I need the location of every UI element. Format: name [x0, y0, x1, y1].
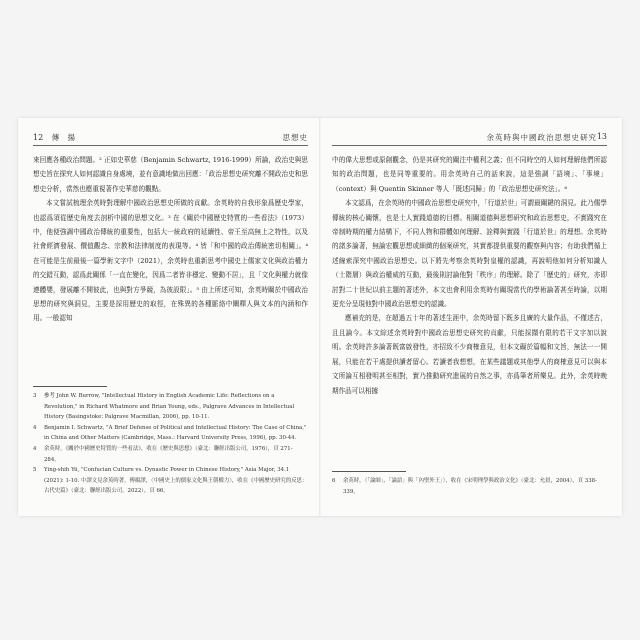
paragraph: 來回應各種政治問題。² 正如史華慈（Benjamin Schwartz, 1916-1999）所論，政治史與思想史旨在探究人如何認識自身處境，並有意識地做出回應：「政治思想史研究離不開政治史和思想史分析，當然也應重視著作史華慈的觀點。 [33, 156, 308, 193]
left-page-header [33, 132, 308, 144]
footnote [33, 391, 308, 423]
header-rule [33, 145, 308, 146]
footnote [33, 444, 308, 465]
footnote-number: 4 [33, 445, 37, 452]
footnote [33, 465, 308, 497]
book-spread [18, 118, 622, 516]
footnote-text: 余英時，〈「論師」、「論語」與「內聖外王」〉，收在《宋明理學與政治文化》（臺北：允晨，2004），頁 338-339。 [343, 478, 597, 495]
footnote-number: 5 [33, 467, 37, 474]
paragraph: 本文嘗試梳理余英時對理解中國政治思想史所做的貢獻。余英時的自我形象爲歷史學家，也認爲須從歷史角度去剖析中國的思想文化。³ 在《關於中國歷史特質的一些看法》（1973）中，他便強調中國政治傳統的重要性，包括大一統政府的延續性、帝王至高無上之特性，以及社會經濟發展、價值觀念、宗教和法律制度的表現等。⁴ 皆「和中國的政治傳統密切相關」。⁴ 在可能是生前最後一篇學術文字中（2021），余英時也重新思考中國史上儒家文化與政治權力的交錯互動，認爲此關係「一直在變化，因爲二者皆非穩定、變動不居」，且「文化與權力就像連體嬰，發展離不開彼此，也與對方爭競，為彼設限」。⁵ 由上所述可知，余英時關於中國政治思想的研究與洞見，主要是採用歷史的取徑，在殊異的各種脈絡中闡釋人與文本的內涵和作用。一般認知 [33, 199, 308, 323]
left-page-body [33, 153, 308, 326]
page-number: 12 [33, 133, 44, 142]
running-head: 余英時與中國政治思想史研究 [486, 133, 597, 142]
footnote-text: Benjamin I. Schwartz, "A Brief Defense of Political and Intellectual History: The Case of China," in China and Other Matters (Cambridge, Mass.: Harvard University Press, 1996), pp. 30-44. [44, 424, 307, 442]
right-page-body [332, 153, 607, 398]
journal-title: 傳 揚 [51, 133, 78, 142]
footnote-rule [33, 386, 107, 387]
footnote-text: 余英時，《關於中國歷史特質的一些看法》，收在《歷史與思想》（臺北：聯經出版公司，1976），頁 271-284。 [44, 445, 293, 463]
footnote [332, 476, 607, 497]
footnote-number: 4 [33, 424, 37, 431]
paragraph: 應補充的是，在超過五十年的著述生涯中，余英時留下既多且廣的大量作品，不僅述古，且且論今。本文綜述余英時對中國政治思想史研究的貢獻，只能採擷有限的若干文字加以說明。余英時許多論著既富啟發性，亦招致不少商榷意見，但本文礙於篇幅和文旨，無法一一開展，只能在若干處提供讀者留心。若讀者我想想，在某些議題或其他學人的商榷意見可以與本文所論互相發明甚至相對，實乃推動研究進展的自然之事，亦爲筆者所樂見。此外，余英時晚期作品可以相據 [332, 314, 607, 395]
paragraph: 本文認爲，在余英時的中國政治思想史研究中，「行道於世」可謂最關鍵的洞見。此乃儒學傳統的核心關懷，也是士人實踐道德的目標。相關道德與思想研究和政治思想史，不實踐究在帝制時期的權力結構下，不同人物和群體如何理解、詮釋與實踐「行道於世」的理想。余英時的諸多論著，無論宏觀思想或細緻的個案研究，其實都提供重要的觀察與內容；有助我們循上述線索深究中國政治思想史。以下將先考察余英時對皇權的認識，再說明他如何分析知識人（士階層）與政治權威的互動，最後則討論他對「秩序」的理解。除了「歷史的」研究，亦即討對二十世紀以前主題的著述外，本文也會利用余英時有關現當代的學術論著甚至時論，以期更充分呈現他對中國政治思想史的認識。 [332, 199, 607, 309]
header-rule [332, 145, 607, 146]
footnote-rule [332, 471, 406, 472]
footnote [33, 423, 308, 444]
left-page [33, 118, 308, 516]
book-gutter [319, 118, 321, 516]
footnotes [33, 391, 308, 497]
paragraph: 中的偉大思想或原創觀念，仍是其研究的關注中權利之義；但不同時空的人如何理解他們所認知的政治問題，也是同等重要的。用余英時自己的話來說，這是強調「語境」、「事境」（context）與 Quentin Skinner 等人「既述同歸」的「政治思想史研究法」。⁶ [332, 156, 607, 193]
footnote-number: 3 [33, 393, 37, 399]
footnote-number: 6 [332, 478, 336, 484]
running-head: 思想史 [282, 133, 308, 142]
footnote-text: 參考 John W. Burrow, "Intellectual History in English Academic Life: Reflections on a Revolution," in Richard Whatmore and Brian Young, eds., Palgrave Advances in Intellectual History (Basingstoke: Palgrave Macmillan, 2006), pp. 10-11. [44, 393, 295, 421]
right-page-header [332, 132, 607, 144]
page-number: 13 [596, 132, 607, 141]
footnote-text: Ying-shih Yü, "Confucian Culture vs. Dynastic Power in Chinese History," Asia Major, 34.1 (2021): 1-10. 中譯文見余英時著，傅揚譯，〈中國史上的儒家文化與王朝權力〉，收在《中國歷史研究的反思：古代史篇》（臺北：聯經出版公司，2022），頁 66。 [44, 467, 308, 495]
right-page [332, 118, 607, 516]
footnotes [332, 476, 607, 497]
